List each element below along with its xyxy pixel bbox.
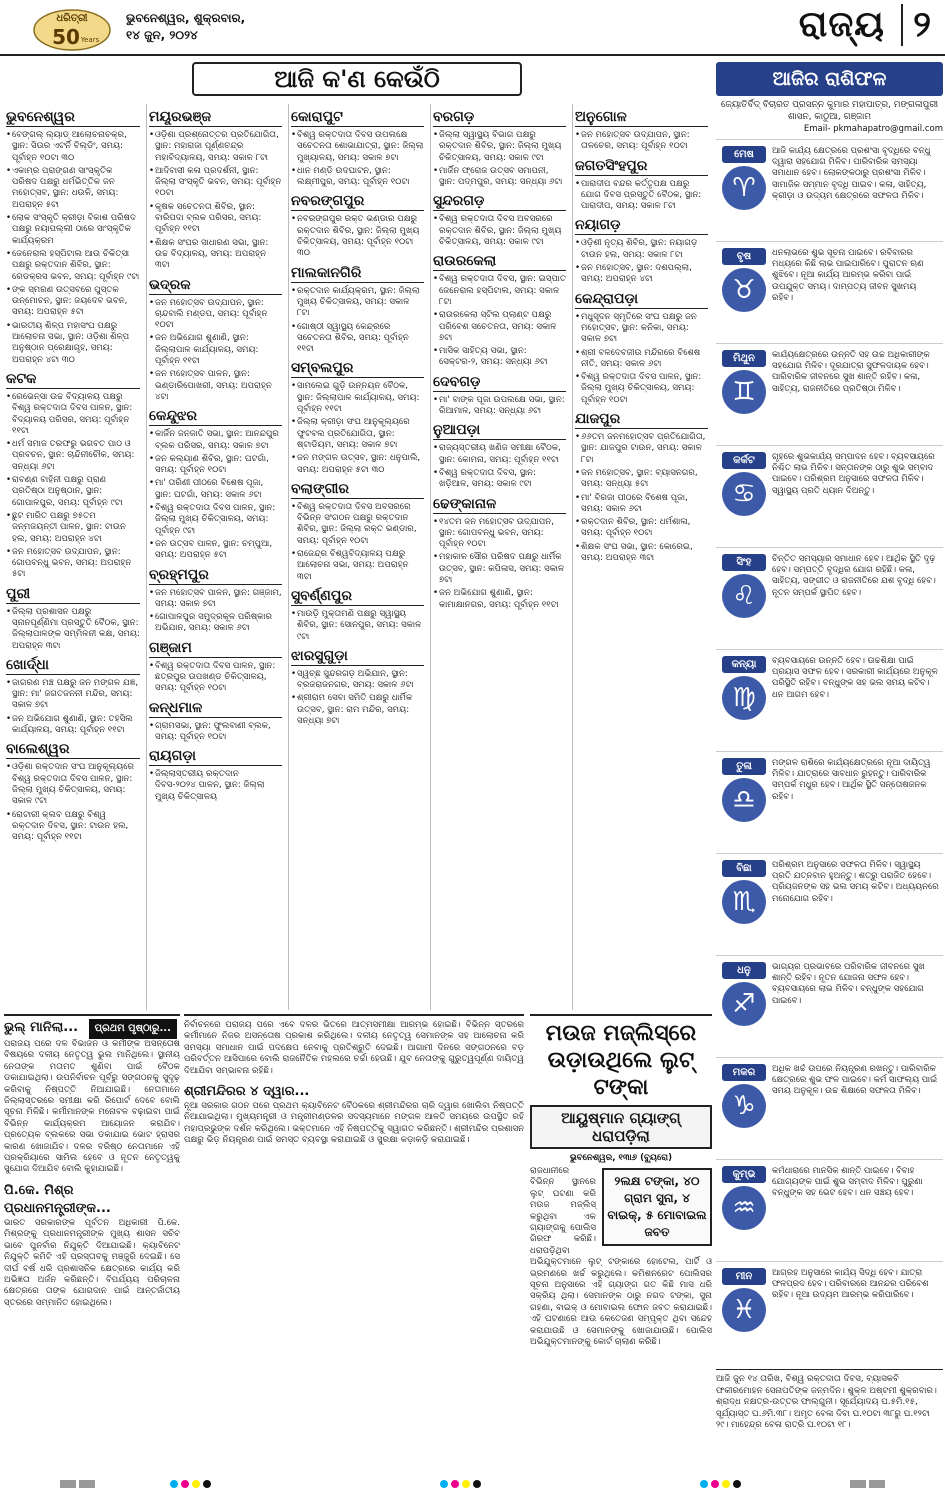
event-entry: • ଜନ ମହୋତ୍ସବ ପାଳନ, ସ୍ଥାନ: ଗଞ୍ଜାମ, ସମୟ: ସକାଳ ୭ଟା [149,588,282,611]
zodiac-prediction: ଚିନ୍ତିତ ସମସ୍ୟାର ସମାଧାନ ହେବ। ଆର୍ଥିକ ସ୍ଥିତି ଦୃଢ଼ ହେବ। ସମ୍ପତ୍ତି ବୃଦ୍ଧିର ଯୋଗ ରହିଛି। କଳା, ସାହିତ୍ୟ, ସଙ୍ଗୀତ ଓ ରାଜନୀତିରେ ଯଶ ବୃଦ୍ଧି ହେବ। ନୂତନ ସମ୍ପର୍କ ସ୍ଥାପିତ ହେବ। [772,554,936,598]
location-heading: ଜଗତସିଂହପୁର [575,157,708,176]
location-heading: କେନ୍ଦ୍ରାପଡ଼ା [575,290,708,309]
zodiac-prediction: ପରିଶ୍ରମ ଅନୁସାରେ ସଫଳତା ମିଳିବ। ସ୍ୱାସ୍ଥ୍ୟ ପ୍ରତି ଯତ୍ନବାନ ହୁଅନ୍ତୁ। ଶତ୍ରୁ ପରାଜିତ ହେବେ। ପ୍ରିୟଜନଙ୍କ ସହ ଭଲ ସମୟ କଟିବ। ଅଧ୍ୟୟନରେ ମନୋଯୋଗ ରହିବ। [772,860,939,904]
location-heading: ଖୋର୍ଦ୍ଧା [6,656,140,675]
location-heading: ମୟୂରଭଞ୍ଜ [149,108,282,127]
event-entry: • ମା' ତାରିଣୀ ପୀଠରେ ବିଶେଷ ପୂଜା, ସ୍ଥାନ: ଘଟଗାଁ, ସମୟ: ସକାଳ ୬ଟା [149,478,282,501]
location-heading: କନ୍ଧମାଳ [149,699,282,718]
event-entry: • ମଧୁସୂଦନ ସ୍ମୃତିରେ ସଂଘ ପକ୍ଷରୁ ଜନ ମହୋତ୍ସବ, ସ୍ଥାନ: କନିକା, ସମୟ: ସକାଳ ୭ଟା [575,312,708,346]
news-bhul-manila [4,1014,180,1474]
zodiac-sign-row [716,1057,943,1159]
zodiac-prediction: ଭାଗ୍ୟର ପ୍ରଭାବରେ ପରିବାରିକ ଜୀବନରେ ସୁଖ ଶାନ୍ତି ରହିବ। ନୂତନ ଯୋଜନା ସଫଳ ହେବ। ବ୍ୟବସାୟରେ ଲାଭ ମିଳିବ। ବନ୍ଧୁଙ୍କ ସହଯୋଗ ପାଇବେ। [772,962,925,1006]
loot-headline-line2: ଉଡ଼ାଉଥିଲେ ଲୁଟ୍ ଟଙ୍କା [547,1048,695,1100]
location-heading: ମାଲକାନଗିରି [291,264,424,283]
zodiac-sign-row [716,139,943,241]
headline-pk-mishra: ପି.କେ. ମିଶ୍ର ପ୍ରଧାନମନ୍ତ୍ରୀଙ୍କ... [4,1182,111,1216]
event-entry: • ଶ୍ରୀ ବଳଦେବଜୀଉ ମନ୍ଦିରରେ ବିଶେଷ ନୀତି, ସମୟ: ସକାଳ ୬ଟା [575,348,708,371]
zodiac-prediction: ମଙ୍ଗଳ ରାଶିରେ କାର୍ଯ୍ୟକ୍ଷେତ୍ରରେ ନୂଆ ଦାୟିତ୍ୱ ମିଳିବ। ଯାତ୍ରାରେ ସାବଧାନ ରୁହନ୍ତୁ। ପାରିବାରିକ ସମ୍ପର୍କ ମଧୁର ହେବ। ଆର୍ଥିକ ସ୍ଥିତି ସନ୍ତୋଷଜନକ ରହିବ। [772,758,931,802]
zodiac-sign-row [716,955,943,1057]
registration-mark [850,1480,910,1488]
dharitri-50-years-logo [30,4,114,52]
astrologer-email: Email- pkmahapatro@gmail.com [803,124,943,134]
zodiac-sign-name: ମକର [722,1064,766,1081]
listing-column-3 [288,104,426,1010]
headline-bhul-manila [4,1019,180,1039]
zodiac-sign-name: କର୍କଟ [722,452,766,469]
location-heading: ନବରଙ୍ଗପୁର [291,192,424,211]
bhul-body: ପରାଜୟ ପରେ ଦଳ ବିଭାଜନ ଓ କର୍ମୀଙ୍କ ଅସନ୍ତୋଷ ବିଷୟରେ ଦଳୀୟ ନେତୃତ୍ୱ ଭୁଲ ମାନିଥିଲେ। ସ୍ଥାନୀୟ ନେତାଙ୍କ ମତାମତ ଶୁଣିବା ପାଇଁ ବୈଠକ ଡକାଯାଇଥିଲା। ଉପନିର୍ବାଚନ ପୂର୍ବରୁ ସଙ୍ଗଠନକୁ ସୁଦୃଢ଼ କରିବାକୁ ନିଷ୍ପତ୍ତି ନିଆଯାଇଛି। ନେତାମାନେ ଜିଲ୍ଲାସ୍ତରରେ ସମୀକ୍ଷା କରି ରିପୋର୍ଟ ଦେବେ ବୋଲି ସୂଚନା ମିଳିଛି। କର୍ମୀମାନଙ୍କ ମନୋବଳ ବଢ଼ାଇବା ପାଇଁ ବିଭିନ୍ନ କାର୍ଯ୍ୟକ୍ରମ ଆୟୋଜନ କରାଯିବ। ପ୍ରତ୍ୟେକ ବ୍ଲକରେ ସଭା ଡକାଯାଇ ଭୋଟ ହ୍ରାସର କାରଣ ଖୋଜାଯିବ। ଦଳର ବରିଷ୍ଠ ନେତାମାନେ ଏହି ପ୍ରକ୍ରିୟାରେ ସାମିଲ ହେବେ ଓ ନୂତନ ନେତୃତ୍ୱକୁ ସୁଯୋଗ ଦିଆଯିବ ବୋଲି କୁହାଯାଇଛି। [4,1039,180,1175]
zodiac-sign-row [716,547,943,649]
listing-column-5 [572,104,710,1010]
event-entry: • ଜନ ଅଭିଯୋଗ ଶୁଣାଣି, ସ୍ଥାନ: ତହସିଲ କାର୍ଯ୍ୟାଳୟ, ସମୟ: ପୂର୍ବାହ୍ନ ୧୧ଟା [6,714,140,737]
event-entry: • ଓଡ଼ିଶୀ ନୃତ୍ୟ ଶିବିର, ସ୍ଥାନ: ନୟାଗଡ଼ ଟାଉନ ହଲ, ସମୟ: ସକାଳ ୮ଟା [575,238,708,261]
zodiac-sign-row [716,1159,943,1261]
zodiac-sign-name: କୁମ୍ଭ [722,1166,766,1183]
event-entry: • ଶିକ୍ଷକ ସଂଘ ସଭା, ସ୍ଥାନ: କୋରେଇ, ସମୟ: ଅପରାହ୍ନ ୩ଟା [575,542,708,565]
page-number: ୨ [901,4,931,46]
zodiac-prediction: ଧନଲାଭରେ ଶୁଭ ସୂଚନା ପାଇବେ। ରବିବାରର ମଧ୍ୟରେ କିଛି ଲାଭ ପାଇପାରିବେ। ପୁରାତନ ଋଣ ଶୁଝିବେ। ନୂଆ କାର୍ଯ୍ୟ ଆରମ୍ଭ କରିବା ପାଇଁ ଉପଯୁକ୍ତ ସମୟ। ଦାମ୍ପତ୍ୟ ଜୀବନ ସୁଖମୟ ରହିବ। [772,248,924,303]
event-entry: • ମା' ବିରଜା ପୀଠରେ ବିଶେଷ ପୂଜା, ସମୟ: ସକାଳ ୬ଟା [575,493,708,516]
listing-column-1 [4,104,142,1010]
zodiac-icon: ♑ [722,1084,766,1128]
event-entry: • ବିଶ୍ୱ ରକ୍ତଦାତା ଦିବସ ଅବସରରେ ବିଭିନ୍ନ ସଂଗଠନ ପକ୍ଷରୁ ରକ୍ତଦାନ ଶିବିର, ସ୍ଥାନ: ଜିଲ୍ଲା ରକ୍ତ ଭଣ୍ଡାର, ସମୟ: ପୂର୍ବାହ୍ନ ୧୦ଟା [291,502,424,547]
location-heading: ଯାଜପୁର [575,410,708,429]
location-heading: ସୁବର୍ଣ୍ଣପୁର [291,587,424,606]
location-heading: ରାୟଗଡ଼ା [149,747,282,766]
zodiac-sign-name: ଧନୁ [722,962,766,979]
zodiac-prediction: କାର୍ଯ୍ୟକ୍ଷେତ୍ରରେ ଉନ୍ନତି ସହ ଉଚ୍ଚ ଅଧିକାରୀଙ୍କ ସହଯୋଗ ମିଳିବ। ଦୂରଯାତ୍ରା ସୁଫଳଦାୟକ ହେବ। ପାରିବାରିକ ଜୀବନରେ ସୁଖ ଶାନ୍ତି ରହିବ। କଳା, ସାହିତ୍ୟ, ରାଜନୀତିରେ ପ୍ରତିଷ୍ଠା ମିଳିବ। [772,350,930,394]
zodiac-sign-name: ବିଛା [722,860,766,877]
bhul-headline-text: ଭୁଲ୍ ମାନିଲା... [4,1020,79,1035]
location-heading: ବ୍ରହ୍ମପୁର [149,566,282,585]
event-entry: • ଜିଲ୍ଲା ସ୍ୱାସ୍ଥ୍ୟ ବିଭାଗ ପକ୍ଷରୁ ରକ୍ତଦାନ ଶିବିର, ସ୍ଥାନ: ଜିଲ୍ଲା ମୁଖ୍ୟ ଚିକିତ୍ସାଳୟ, ସମୟ: ସକାଳ ୯ଟା [433,130,566,164]
zodiac-icon: ♒ [722,1186,766,1230]
event-entry: • ମହାକାଳ ସୌର ପରିଷଦ ପକ୍ଷରୁ ଧାର୍ମିକ ଉତ୍ସବ, ସ୍ଥାନ: କପିଳାସ, ସମୟ: ସକାଳ ୭ଟା [433,552,566,586]
event-entry: • ଜନ ଅଭିଯୋଗ ଶୁଣାଣି, ସ୍ଥାନ: କାମାକ୍ଷାନଗର, ସମୟ: ପୂର୍ବାହ୍ନ ୧୧ଟା [433,588,566,611]
zodiac-prediction: ଆଜି କାର୍ଯ୍ୟ କ୍ଷେତ୍ରରେ ପ୍ରଶଂସା ବୃଦ୍ଧିରେ ବନ୍ଧୁ ଦ୍ୱାରା ସହଯୋଗ ମିଳିବ। ପାରିବାରିକ ସମସ୍ୟା ସମାଧାନ ହେବ। ଲୋକଙ୍କଠାରୁ ପ୍ରଶଂସା ମିଳିବ। ସାମାଜିକ ସମ୍ମାନ ବୃଦ୍ଧି ପାଇବ। କଳା, ସାହିତ୍ୟ, କ୍ରୀଡ଼ା ଓ ଉଦ୍ୟମ କ୍ଷେତ୍ରରେ ସଫଳତା ମିଳିବ। [772,146,931,201]
zodiac-prediction: ଆଗ୍ରହ ଅନୁସାରେ କାର୍ଯ୍ୟ ସିଦ୍ଧି ହେବ। ଯାତ୍ରା ଫଳପ୍ରଦ ହେବ। ପରିବାରରେ ଆନନ୍ଦର ପରିବେଶ ରହିବ। ନୂଆ ଉଦ୍ୟମ ଆରମ୍ଭ କରିପାରିବେ। [772,1268,929,1301]
event-entry: • ବିଶ୍ୱ ରକ୍ତଦାତା ଦିବସ ଅବସରରେ ରକ୍ତଦାନ ଶିବିର, ସ୍ଥାନ: ଜିଲ୍ଲା ମୁଖ୍ୟ ଚିକିତ୍ସାଳୟ, ସମୟ: ସକାଳ ୯ଟା [433,214,566,248]
astrologer-credit: ଜ୍ୟୋତିର୍ବିଦ୍ ବିଚାରତ ପ୍ରସନ୍ନ କୁମାର ମହାପାତ୍ର, ମଙ୍ଗଳାପୁରୀ ଶାସନ, କାଠୁଆ, ଗଞ୍ଜାମ [720,100,939,122]
srimandir-body: ନୂଆ ସରକାର ଗଠନ ପରେ ପ୍ରଥମ କ୍ୟାବିନେଟ ବୈଠକରେ ଶ୍ରୀମନ୍ଦିରର ଚାରି ଦ୍ୱାର ଖୋଲିବା ନିଷ୍ପତ୍ତି ନିଆଯାଇଥିଲା। ମୁଖ୍ୟମନ୍ତ୍ରୀ ଓ ମନ୍ତ୍ରୀମଣ୍ଡଳର ସଦସ୍ୟମାନେ ମଙ୍ଗଳ ଆଳତି ସମୟରେ ଉପସ୍ଥିତ ରହି ମହାପ୍ରଭୁଙ୍କ ଦର୍ଶନ କରିଥିଲେ। ଭକ୍ତମାନେ ଏହି ନିଷ୍ପତ୍ତିକୁ ସ୍ୱାଗତ କରିଛନ୍ତି। ଶ୍ରୀମନ୍ଦିର ପ୍ରଶାସନ ପକ୍ଷରୁ ଭିଡ଼ ନିୟନ୍ତ୍ରଣ ପାଇଁ ସମସ୍ତ ବ୍ୟବସ୍ଥା କରାଯାଇଛି ଓ ସୁରକ୍ଷା କଡ଼ାକଡ଼ି କରାଯାଇଛି। [184,1101,524,1146]
location-heading: କଟକ [6,370,140,389]
zodiac-icon: ♋ [722,472,766,516]
location-heading: କେନ୍ଦୁଝର [149,407,282,426]
event-entry: • ଜନ ମହୋତ୍ସବ ଉଦ୍‌ଯାପନ, ସ୍ଥାନ: ଚାନ୍ଦବାଲି ମଣ୍ଡପ, ସମୟ: ପୂର୍ବାହ୍ନ ୧୦ଟା [149,298,282,332]
event-entry: • ଜନ ମହୋତ୍ସବ ଉଦ୍‌ଯାପନ, ସ୍ଥାନ: ତାଳଚେର, ସମୟ: ପୂର୍ବାହ୍ନ ୧୦ଟା [575,130,708,153]
color-dots [440,1480,500,1488]
event-entry: • ଜାଗରଣ ମଞ୍ଚ ପକ୍ଷରୁ ଜନ ମଙ୍ଗଳ ଯଜ୍ଞ, ସ୍ଥାନ: ମା' ଜଗତଜନନୀ ମନ୍ଦିର, ସମୟ: ସକାଳ ୭ଟା [6,678,140,712]
location-heading: ଢେଙ୍କାନାଳ [433,495,566,514]
event-entry: • ଜିଲ୍ଲା କ୍ରୀଡ଼ା ସଂଘ ଆନୁକୂଲ୍ୟରେ ଫୁଟବଲ ପ୍ରତିଯୋଗିତା, ସ୍ଥାନ: ଷ୍ଟାଡିୟମ, ସମୟ: ସକାଳ ୭ଟା [291,417,424,451]
zodiac-sign-name: ତୁଳା [722,758,766,775]
zodiac-icon: ♎ [722,778,766,822]
event-entry: • ଜନ ମହୋତ୍ସବ ପାଳନ, ସ୍ଥାନ: ଭଣ୍ଡାରିପୋଖରୀ, ସମୟ: ଅପରାହ୍ନ ୪ଟା [149,369,282,403]
event-entry: • ଗୋଷ୍ଠୀ ସ୍ୱାସ୍ଥ୍ୟ କେନ୍ଦ୍ରରେ ସଚେତନତା ଶିବିର, ସମୟ: ପୂର୍ବାହ୍ନ ୧୧ଟା [291,322,424,356]
event-entry: • ଭାରତୀୟ ଶିଳ୍ପ ମହାସଂଘ ପକ୍ଷରୁ ଆଲୋଚନା ସଭା, ସ୍ଥାନ: ଓଡ଼ିଶା ଶିଳ୍ପ ଅନୁଷ୍ଠାନ ପ୍ରେକ୍ଷାଗୃହ, ସମୟ: ଅପରାହ୍ନ ୪ଟା ୩୦ [6,321,140,366]
event-entry: • ଜେନେରାଲ ହସ୍ପିଟାଲ ଆଉ ଚିକିତ୍ସା ପକ୍ଷରୁ ରକ୍ତଦାନ ଶିବିର, ସ୍ଥାନ: ରେଡକ୍ରସ ଭବନ, ସମୟ: ପୂର୍ବାହ୍ନ ୯ଟା [6,249,140,283]
event-entry: • ଓଡ଼ିଶା ରକ୍ତଦାନ ସଂଘ ଆନୁକୂଲ୍ୟରେ ବିଶ୍ୱ ରକ୍ତଦାତା ଦିବସ ପାଳନ, ସ୍ଥାନ: ଜିଲ୍ଲା ମୁଖ୍ୟ ଚିକିତ୍ସାଳୟ, ସମୟ: ସକାଳ ୯ଟା [6,762,140,807]
panjika-note: ଆଜି ଜୁନ ୧୪ ତାରିଖ, ବିଶ୍ୱ ରକ୍ତଦାତା ଦିବସ, ବ୍ୟାସକବି ଫକୀରମୋହନ ସେନାପତିଙ୍କ ଜନ୍ମଦିନ। ଶୁକ୍ଳ ଅଷ୍ଟମୀ ଶୁକ୍ରବାର। ଶ୍ରାଦ୍ଧ ନକ୍ଷତ୍ର-ଉତ୍ତର ଫାଲ୍ଗୁନୀ। ସୂର୍ଯ୍ୟୋଦୟ ଘ.୫ମି.୧୫, ସୂର୍ଯ୍ୟାସ୍ତ ଘ.୬ମି.୩୮। ଅମୃତ ବେଳା ଦିବା ଘ.୧୦ଟା ୩୮ରୁ ଘ.୧୨ଟା ୨୯। ମାହେନ୍ଦ୍ର ବେଳା ରାତ୍ରି ଘ.୧୦ଟା ୧୮। [716,1369,943,1432]
zodiac-icon: ♈ [722,166,766,210]
seized-items-box: ୨ଲକ୍ଷ ଟଙ୍କା, ୪୦ ଗ୍ରାମ ସୁନା, ୪ ବାଇକ୍, ୫ ମୋବାଇଲ ଜବତ [602,1168,712,1246]
zodiac-prediction: କର୍ମଧାରାରେ ମାନସିକ ଶାନ୍ତି ପାଇବେ। ବିବାହ ଯୋଗ୍ୟଙ୍କ ପାଇଁ ଶୁଭ ସମ୍ବାଦ ମିଳିବ। ପୁରୁଣା ବନ୍ଧୁଙ୍କ ସହ ଭେଟ ହେବ। ଧନ ସଞ୍ଚୟ ହେବ। [772,1166,923,1199]
zodiac-icon: ♍ [722,676,766,720]
zodiac-sign-name: ସିଂହ [722,554,766,571]
zodiac-icon: ♐ [722,982,766,1026]
news-middle-column [184,1014,524,1474]
event-entry: • ଜନ ଅଭିଯୋଗ ଶୁଣାଣି, ସ୍ଥାନ: ଜିଲ୍ଲାପାଳ କାର୍ଯ୍ୟାଳୟ, ସମୟ: ପୂର୍ବାହ୍ନ ୧୧ଟା [149,333,282,367]
location-heading: ଝାରସୁଗୁଡ଼ା [291,647,424,666]
zodiac-sign-name: ମିଥୁନ [722,350,766,367]
event-entry: • ଜନ ଉତ୍ସବ ପାଳନ, ସ୍ଥାନ: ଚମ୍ପୁଆ, ସମୟ: ଅପରାହ୍ନ ୫ଟା [149,539,282,562]
zodiac-sign-row [716,649,943,751]
zodiac-sign-row [716,241,943,343]
event-entry: • ଆଦିବାସୀ କଳା ପ୍ରଦର୍ଶନୀ, ସ୍ଥାନ: ଜିଲ୍ଲା ସଂସ୍କୃତି ଭବନ, ସମୟ: ପୂର୍ବାହ୍ନ ୧୦ଟା [149,166,282,200]
zodiac-sign-name: କନ୍ୟା [722,656,766,673]
event-entry: • ରାବଣ୍ଣ ବାହିନୀ ପକ୍ଷରୁ ପ୍ରାଣ ପ୍ରତିଷ୍ଠା ଅନୁଷ୍ଠାନ, ସ୍ଥାନ: ଗୋପାଳପୁର, ସମୟ: ପୂର୍ବାହ୍ନ ୯ଟା [6,475,140,509]
middle-body: ନିର୍ବାଚନରେ ପରାଜୟ ପରେ ଏବେ ଦଳର ଭିତରେ ଆତ୍ମସମୀକ୍ଷା ଆରମ୍ଭ ହୋଇଛି। ବିଭିନ୍ନ ସ୍ତରରେ କର୍ମୀମାନେ ନିଜର ଅସନ୍ତୋଷ ପ୍ରକାଶ କରିଥିଲେ। ଦଳୀୟ ନେତୃତ୍ୱ ସେମାନଙ୍କ ସହ ଆଲୋଚନା କରି ସମସ୍ୟା ସମାଧାନ ପାଇଁ ପଦକ୍ଷେପ ନେବାକୁ ପ୍ରତିଶ୍ରୁତି ଦେଇଛି। ଆଗାମୀ ଦିନରେ ସଙ୍ଗଠନରେ ବଡ଼ ପରିବର୍ତ୍ତନ ଆସିପାରେ ବୋଲି ରାଜନୈତିକ ମହଲରେ ଚର୍ଚ୍ଚା ହେଉଛି। ଯୁବ ନେତାଙ୍କୁ ଗୁରୁତ୍ୱପୂର୍ଣ୍ଣ ଦାୟିତ୍ୱ ଦିଆଯିବା ସମ୍ଭାବନା ରହିଛି। [184,1020,524,1076]
event-entry: • ୧୪ତମ ଜନ ମହୋତ୍ସବ ଉଦ୍‌ଯାପନ, ସ୍ଥାନ: ଗୋପବନ୍ଧୁ ଭବନ, ସମୟ: ପୂର୍ବାହ୍ନ ୧୦ଟା [433,517,566,551]
event-entry: • ଏକାମ୍ର ପ୍ରାଙ୍ଗଣ ସାଂସ୍କୃତିକ ପରିଷଦ ପକ୍ଷରୁ ଧର୍ମଭିତ୍ତିକ ଜନ ମହୋତ୍ସବ, ସ୍ଥାନ: ଧଉଳି, ସମୟ: ଅପରାହ୍ନ ୫ଟା [6,166,140,211]
event-entry: • ବିଶ୍ୱ ରକ୍ତଦାତା ଦିବସ ପାଳନ, ସ୍ଥାନ: ଜିଲ୍ଲା ମୁଖ୍ୟ ଚିକିତ୍ସାଳୟ, ସମୟ: ପୂର୍ବାହ୍ନ ୧୦ଟା [575,372,708,406]
event-entry: • ମାଉଡ଼ି ମୁକ୍ତାମଣି ପକ୍ଷରୁ ସ୍ୱାସ୍ଥ୍ୟ ଶିବିର, ସ୍ଥାନ: ସୋନପୁର, ସମୟ: ସକାଳ ୯ଟା [291,609,424,643]
place-day: ଭୁବନେଶ୍ୱର, ଶୁକ୍ରବାର, [126,11,246,25]
zodiac-prediction: ଗୃହରେ ଶୁଭକାର୍ଯ୍ୟ ସମ୍ପାଦନ ହେବ। ବ୍ୟବସାୟରେ ନିଶ୍ଚିତ ଲାଭ ମିଳିବ। ସନ୍ତାନଙ୍କ ଠାରୁ ଶୁଭ ସମ୍ବାଦ ପାଇବେ। ପରିଶ୍ରମ ଅନୁସାରେ ସଫଳତା ମିଳିବ। ସ୍ୱାସ୍ଥ୍ୟ ପ୍ରତି ଧ୍ୟାନ ଦିଅନ୍ତୁ। [772,452,935,496]
news-loot-gang [530,1014,712,1474]
what-where-banner: ଆଜି କ'ଣ କେଉଁଠି [192,62,522,96]
location-heading: ଭୁବନେଶ୍ୱର [6,108,140,127]
event-entry: • କୃଷକ ସଚେତନତା ଶିବିର, ସ୍ଥାନ: ବାରିପଦା ବ୍ଲକ ପରିସର, ସମୟ: ପୂର୍ବାହ୍ନ ୧୧ଟା [149,202,282,236]
loot-body: ରାଜଧାନୀରେ ବିଭିନ୍ନ ସ୍ଥାନରେ ଲୁଟ୍ ଘଟଣା କରି ମଉଜ ମଜ୍‌ଲିସ୍ କରୁଥିବା ଏକ ଗ୍ୟାଙ୍ଗକୁ ପୋଲିସ ଗିରଫ କରିଛି। ଧରାପଡ଼ିଥିବା ଅଭିଯୁକ୍ତମାନେ ଲୁଟ୍ ଟଙ୍କାରେ ହୋଟେଲ, ପାର୍ଟି ଓ ଭ୍ରମଣରେ ଖର୍ଚ୍ଚ କରୁଥିଲେ। କମିଶନରେଟ ପୋଲିସର ସୂଚନା ଅନୁସାରେ ଏହି ଗ୍ୟାଙ୍ଗ ଗତ କିଛି ମାସ ଧରି ସକ୍ରିୟ ଥିଲା। ସେମାନଙ୍କ ଠାରୁ ନଗଦ ଟଙ୍କା, ସୁନା ଗହଣା, ବାଇକ୍ ଓ ମୋବାଇଲ ଫୋନ ଜବତ କରାଯାଇଛି। ଏହି ଘଟଣାରେ ଆଉ କେତେଜଣ ସମ୍ପୃକ୍ତ ଥିବା ସନ୍ଦେହ କରାଯାଉଛି ଓ ସେମାନଙ୍କୁ ଖୋଜାଯାଉଛି। ପୋଲିସ ଅଭିଯୁକ୍ତମାନଙ୍କୁ କୋର୍ଟ ଚାଲାଣ କରିଛି। [530,1166,712,1348]
location-heading: ପୁରୀ [6,585,140,604]
location-heading: ଭଦ୍ରକ [149,276,282,295]
continued-tag: ପ୍ରଥମ ପୃଷ୍ଠାରୁ... [89,1019,177,1039]
zodiac-sign-row [716,751,943,853]
logo-years-text: Years [80,36,100,44]
location-heading: ଦେବଗଡ଼ [433,373,566,392]
location-heading: ନୟାଗଡ଼ [575,216,708,235]
event-entry: • ଧର୍ମ ସମାଜ ତରଫରୁ ଭଗବତ ପାଠ ଓ ପ୍ରବଚନ, ସ୍ଥାନ: ଚାନ୍ଦିନୀଚୌକ, ସମୟ: ସନ୍ଧ୍ୟା ୬ଟା [6,439,140,473]
zodiac-icon: ♌ [722,574,766,618]
location-heading: କୋରାପୁଟ [291,108,424,127]
event-entry: • ଶିକ୍ଷକ ସଂଘର ସାଧାରଣ ସଭା, ସ୍ଥାନ: ଉଚ୍ଚ ବିଦ୍ୟାଳୟ, ସମୟ: ଅପରାହ୍ନ ୩ଟା [149,238,282,272]
event-entry: • ରୋଟାରୀ କ୍ଲବ ପକ୍ଷରୁ ବିଶ୍ୱ ରକ୍ତଦାନ ଦିବସ, ସ୍ଥାନ: ଟାଉନ ହଲ, ସମୟ: ପୂର୍ବାହ୍ନ ୧୧ଟା [6,810,140,844]
logo-badge-number: 50 [52,25,80,49]
event-entry: • ରାଉରକେଲା ସ୍ଟିଲ ପ୍ଲାଣ୍ଟ ପକ୍ଷରୁ ପରିବେଶ ସଚେତନତା, ସମୟ: ସକାଳ ୭ଟା [433,310,566,344]
event-entry: • ରାଜେନ୍ଦ୍ର ବିଶ୍ୱବିଦ୍ୟାଳୟ ପକ୍ଷରୁ ଆଲୋଚନା ସଭା, ସମୟ: ଅପରାହ୍ନ ୩ଟା [291,549,424,583]
event-entry: • ସାମଲେଇ ଗୁଡ଼ି ଉନ୍ନୟନ ବୈଠକ, ସ୍ଥାନ: ଜିଲ୍ଲାପାଳ କାର୍ଯ୍ୟାଳୟ, ସମୟ: ପୂର୍ବାହ୍ନ ୧୧ଟା [291,381,424,415]
event-entry: • ରେଭେନ୍ସା ଉଚ୍ଚ ବିଦ୍ୟାଳୟ ପକ୍ଷରୁ ବିଶ୍ୱ ରକ୍ତଦାତା ଦିବସ ପାଳନ, ସ୍ଥାନ: ବିଦ୍ୟାଳୟ ପରିସର, ସମୟ: ପୂର୍ବାହ୍ନ ୧୧ଟା [6,392,140,437]
event-entry: • ଧାନ ମଣ୍ଡି ଉଦଘାଟନ, ସ୍ଥାନ: ଲକ୍ଷ୍ମୀପୁର, ସମୟ: ପୂର୍ବାହ୍ନ ୧୦ଟା [291,166,424,189]
loot-headline-line1: ମଉଜ ମଜ୍‌ଲିସ୍‌ରେ [545,1021,697,1046]
event-entry: • କାର୍ଜିନ ଜନଜାତି ସଭା, ସ୍ଥାନ: ଆନନ୍ଦପୁର ବ୍ଲକ ପରିସର, ସମୟ: ସକାଳ ୭ଟା [149,429,282,452]
zodiac-prediction: ଅଧିକ ଖର୍ଚ୍ଚ ଉପରେ ନିୟନ୍ତ୍ରଣ ରଖନ୍ତୁ। ପାରିବାରିକ କ୍ଷେତ୍ରରେ ଶୁଭ ଫଳ ପାଇବେ। କର୍ମ ସାଫଲ୍ୟ ପାଇଁ ସମୟ ଅନୁକୂଳ। ଉଚ୍ଚ ଶିକ୍ଷାରେ ସଫଳତା ମିଳିବ। [772,1064,938,1097]
zodiac-icon: ♏ [722,880,766,924]
zodiac-sign-list [716,139,943,1363]
event-entry: • ନବରଙ୍ଗପୁର ରକ୍ତ ଭଣ୍ଡାର ପକ୍ଷରୁ ରକ୍ତଦାନ ଶିବିର, ସ୍ଥାନ: ଜିଲ୍ଲା ମୁଖ୍ୟ ଚିକିତ୍ସାଳୟ, ସମୟ: ପୂର୍ବାହ୍ନ ୧୦ଟା ୩୦ [291,214,424,259]
location-heading: ନୁଆପଡ଼ା [433,421,566,440]
event-entry: • ଗ୍ରାମସଭା, ସ୍ଥାନ: ଫୁଲବାଣୀ ବ୍ଲକ, ସମୟ: ପୂର୍ବାହ୍ନ ୧୦ଟା [149,721,282,744]
zodiac-icon: ♊ [722,370,766,414]
zodiac-prediction: ବ୍ୟବସାୟରେ ଉନ୍ନତି ହେବ। ଉଚ୍ଚଶିକ୍ଷା ପାଇଁ ପ୍ରୟାସ ସଫଳ ହେବ। ସରକାରୀ କାର୍ଯ୍ୟରେ ଅନୁକୂଳ ପରିସ୍ଥିତି ରହିବ। ବନ୍ଧୁଙ୍କ ସହ ଭଲ ସମୟ କଟିବ। ଧନ ଆଗମ ହେବ। [772,656,938,700]
event-entry: • ଜନ ମଙ୍ଗଳ ଉତ୍ସବ, ସ୍ଥାନ: ଧନୁପାଲି, ସମୟ: ଅପରାହ୍ନ ୫ଟା ୩୦ [291,453,424,476]
event-entry: • ବିଶ୍ୱ ରକ୍ତଦାତା ଦିବସ, ସ୍ଥାନ: ଖଡ଼ିଆଳ, ସମୟ: ସକାଳ ୯ଟା [433,468,566,491]
horoscope-panel [716,62,943,1430]
color-dots [700,1480,760,1488]
zodiac-sign-name: ମୀନ [722,1268,766,1285]
event-entry: • ୬୬ତମ ଜନମହୋତ୍ସବ ପ୍ରତିଯୋଗିତା, ସ୍ଥାନ: ଯାଜପୁର ଟାଉନ, ସମୟ: ସକାଳ ୮ଟା [575,432,708,466]
zodiac-sign-row [716,343,943,445]
zodiac-icon: ♓ [722,1288,766,1332]
event-entry: • ରାଜ୍ୟସ୍ତରୀୟ ଖଣିଜ ସମୀକ୍ଷା ବୈଠକ, ସ୍ଥାନ: କୋମନା, ସମୟ: ପୂର୍ବାହ୍ନ ୧୧ଟା [433,443,566,466]
print-registration-marks [0,1478,945,1492]
logo-brand-text: ଧରିତ୍ରୀ [56,13,88,24]
event-entry: • ବେଙ୍ଗଲ୍ ଲ୍ୟାଡ୍ ଆଲୋଚନାଚକ୍ର, ସ୍ଥାନ: ସିଉର ଏଟର୍ନି ବିଲ୍ଡିଂ, ସମୟ: ପୂର୍ବାହ୍ନ ୧୦ଟା ୩୦ [6,130,140,164]
event-entry: • ଜନ କଲ୍ୟାଣ ଶିବିର, ସ୍ଥାନ: ଘଟଗାଁ, ସମୟ: ପୂର୍ବାହ୍ନ ୧୦ଟା [149,454,282,477]
event-entry: • ମାସିକ ସାହିତ୍ୟ ସଭା, ସ୍ଥାନ: ସେକ୍ଟର-୨, ସମୟ: ସନ୍ଧ୍ୟା ୬ଟା [433,346,566,369]
event-entry: • ବିଶ୍ୱ ରକ୍ତଦାତା ଦିବସ ଉପଲକ୍ଷେ ସଚେତନତା ଶୋଭାଯାତ୍ରା, ସ୍ଥାନ: ଜିଲ୍ଲା ମୁଖ୍ୟାଳୟ, ସମୟ: ସକାଳ ୭ଟା [291,130,424,164]
location-heading: ରାଉରକେଲା [433,252,566,271]
event-entry: • ଛୁଟ ମାରିତ ପକ୍ଷରୁ ୭୫ତମ ଜନ୍ମଜୟନ୍ତୀ ପାଳନ, ସ୍ଥାନ: ଟାଉନ ହଲ, ସମୟ: ଅପରାହ୍ନ ୪ଟା [6,511,140,545]
event-entry: • ମାର୍ଜିନ ଫ୍ରୋଜ ଉତ୍ସବ ସମାପନୀ, ସ୍ଥାନ: ପଦ୍ମପୁର, ସମୟ: ସନ୍ଧ୍ୟା ୬ଟା [433,166,566,189]
event-entry: • ଗୋପାଳପୁର ସମୁଦ୍ରକୂଳ ପରିଷ୍କାର ଅଭିଯାନ, ସମୟ: ସକାଳ ୬ଟା [149,612,282,635]
event-entry: • ଜନ ମହୋତ୍ସବ ଉଦ୍‌ଯାପନ, ସ୍ଥାନ: ଗୋପବନ୍ଧୁ ଭବନ, ସମୟ: ଅପରାହ୍ନ ୫ଟା [6,547,140,581]
listing-column-2 [146,104,284,1010]
location-heading: ବାଲେଶ୍ୱର [6,740,140,759]
zodiac-icon: ♉ [722,268,766,312]
event-entry: • ଶ୍ରୀରାମ ସେବା ସମିତି ପକ୍ଷରୁ ଧାର୍ମିକ ଉତ୍ସବ, ସ୍ଥାନ: ରାମ ମନ୍ଦିର, ସମୟ: ସନ୍ଧ୍ୟା ୭ଟା [291,693,424,727]
dateline [126,10,245,44]
event-entry: • ପାରାଦୀପ ବନ୍ଦର କର୍ତ୍ତୃପକ୍ଷ ପକ୍ଷରୁ ଯୋଗ ଦିବସ ପ୍ରସ୍ତୁତି ବୈଠକ, ସ୍ଥାନ: ପାରାଦୀପ, ସମୟ: ସକାଳ ୮ଟା [575,179,708,213]
event-entry: • ଜିଲ୍ଲା ପ୍ରଶାସନ ପକ୍ଷରୁ ସ୍ନାନପୂର୍ଣ୍ଣିମା ପ୍ରସ୍ତୁତି ବୈଠକ, ସ୍ଥାନ: ଜିଲ୍ଲାପାଳଙ୍କ ସମ୍ମିଳନୀ କକ୍ଷ, ସମୟ: ଅପରାହ୍ନ ୩ଟା [6,607,140,652]
event-entry: • ଜନ ମହୋତ୍ସବ, ସ୍ଥାନ: ବ୍ୟାସନଗର, ସମୟ: ସନ୍ଧ୍ୟା ୫ଟା [575,468,708,491]
loot-byline: ଭୁବନେଶ୍ୱର, ୧୩ା୬ (ବ୍ୟୁରୋ) [569,1153,673,1163]
zodiac-sign-name: ମେଷ [722,146,766,163]
event-entry: • ଲୋକ ସଂସ୍କୃତି କ୍ରୀଡ଼ା ବିକାଶ ପରିଷଦ ପକ୍ଷରୁ ନୟାପଲ୍ଲୀ ଠାରେ ସାଂସ୍କୃତିକ କାର୍ଯ୍ୟକ୍ରମ [6,213,140,247]
location-heading: ଗଞ୍ଜାମ [149,639,282,658]
event-entry: • ରକ୍ତଦାନ କାର୍ଯ୍ୟକ୍ରମ, ସ୍ଥାନ: ଜିଲ୍ଲା ମୁଖ୍ୟ ଚିକିତ୍ସାଳୟ, ସମୟ: ସକାଳ ୮ଟା [291,286,424,320]
event-entry: • ବିଶ୍ୱ ରକ୍ତଦାତା ଦିବସ ପାଳନ, ସ୍ଥାନ: ଜିଲ୍ଲା ମୁଖ୍ୟ ଚିକିତ୍ସାଳୟ, ସମୟ: ପୂର୍ବାହ୍ନ ୯ଟା [149,503,282,537]
location-heading: ଅନୁଗୋଳ [575,108,708,127]
issue-date: ୧୪ ଜୁନ, ୨୦୨୪ [126,28,198,42]
loot-subheadline: ଆୟୁଷ୍ମାନ ଗ୍ୟାଙ୍ଗ୍ ଧରାପଡ଼ିଲା [530,1105,712,1149]
registration-mark [60,1480,120,1488]
color-dots [170,1480,230,1488]
zodiac-sign-row [716,1261,943,1363]
event-listings [4,104,711,1010]
event-entry: • ସ୍ୱଚ୍ଛ ସୁନ୍ଦରଗଡ଼ ଅଭିଯାନ, ସ୍ଥାନ: ବ୍ରଜରାଜନଗର, ସମୟ: ସକାଳ ୬ଟା [291,669,424,692]
zodiac-sign-row [716,853,943,955]
event-entry: • ମା' ବାଙ୍କ ପୂଜା ଉପଲକ୍ଷେ ସଭା, ସ୍ଥାନ: ରିଆମାଳ, ସମୟ: ସନ୍ଧ୍ୟା ୬ଟା [433,395,566,418]
headline-srimandir: ଶ୍ରୀମନ୍ଦିରର ୪ ଦ୍ୱାର... [184,1084,310,1100]
event-entry: • ଜିଲ୍ଲାସ୍ତରୀୟ ରକ୍ତଦାନ ଦିବସ-୨୦୨୪ ପାଳନ, ସ୍ଥାନ: ଜିଲ୍ଲା ମୁଖ୍ୟ ଚିକିତ୍ସାଳୟ [149,769,282,803]
location-heading: ସୁନ୍ଦରଗଡ଼ [433,192,566,211]
event-entry: • ବିଶ୍ୱ ରକ୍ତଦାତା ଦିବସ, ସ୍ଥାନ: ଇସ୍ପାତ ଜେନେରାଲ ହସ୍ପିଟାଲ, ସମୟ: ସକାଳ ୮ଟା [433,274,566,308]
zodiac-sign-name: ବୃଷ [722,248,766,265]
event-entry: • ରକ୍ତଦାନ ଶିବିର, ସ୍ଥାନ: ଧର୍ମଶାଳା, ସମୟ: ପୂର୍ବାହ୍ନ ୧୦ଟା [575,517,708,540]
masthead [0,0,945,56]
section-name: ରାଜ୍ୟ [798,4,885,45]
event-entry: • ଜନ ମହୋତ୍ସବ, ସ୍ଥାନ: ଦଶପଲ୍ଲା, ସମୟ: ଅପରାହ୍ନ ୪ଟା [575,263,708,286]
pk-mishra-body: ଭାରତ ସରକାରଙ୍କ ପୂର୍ବତନ ଅଧିକାରୀ ପି.କେ. ମିଶ୍ରଙ୍କୁ ପ୍ରଧାନମନ୍ତ୍ରୀଙ୍କ ମୁଖ୍ୟ ଶାସନ ସଚିବ ଭାବେ ପୁନର୍ବାର ନିଯୁକ୍ତି ଦିଆଯାଇଛି। କ୍ୟାବିନେଟ ନିଯୁକ୍ତି କମିଟି ଏହି ପ୍ରସ୍ତାବକୁ ମଞ୍ଜୁରି ଦେଇଛି। ସେ ଦୀର୍ଘ ବର୍ଷ ଧରି ପ୍ରଶାସନିକ କ୍ଷେତ୍ରରେ କାର୍ଯ୍ୟ କରି ଅଭିଜ୍ଞତା ଅର୍ଜନ କରିଛନ୍ତି। ବିପର୍ଯ୍ୟୟ ପରିଚାଳନା କ୍ଷେତ୍ରରେ ତାଙ୍କ ଯୋଗଦାନ ପାଇଁ ଆନ୍ତର୍ଜାତୀୟ ସ୍ତରରେ ସମ୍ମାନିତ ହୋଇଥିଲେ। [4,1217,180,1308]
zodiac-sign-row [716,445,943,547]
location-heading: ବଲାଙ୍ଗୀର [291,480,424,499]
location-heading: ବରଗଡ଼ [433,108,566,127]
location-heading: ସମ୍ବଲପୁର [291,359,424,378]
event-entry: • ବିଶ୍ୱ ରକ୍ତଦାତା ଦିବସ ପାଳନ, ସ୍ଥାନ: ଛତ୍ରପୁର ଉପଖଣ୍ଡ ଚିକିତ୍ସାଳୟ, ସମୟ: ପୂର୍ବାହ୍ନ ୧୦ଟା [149,661,282,695]
listing-column-4 [430,104,568,1010]
event-entry: • ଙ୍କ ସ୍ମରଣ ଉତ୍ସବରେ ପୁସ୍ତକ ଉନ୍ମୋଚନ, ସ୍ଥାନ: ଜୟଦେବ ଭବନ, ସମୟ: ଅପରାହ୍ନ ୫ଟା [6,285,140,319]
event-entry: • ଓଡ଼ିଶା ପ୍ରଶ୍ନୋତ୍ତର ପ୍ରତିଯୋଗିତା, ସ୍ଥାନ: ମହାରାଜା ପୂର୍ଣ୍ଣଚନ୍ଦ୍ର ମହାବିଦ୍ୟାଳୟ, ସମୟ: ସକାଳ ୮ଟା [149,130,282,164]
horoscope-title: ଆଜିର ରାଶିଫଳ [716,62,943,96]
